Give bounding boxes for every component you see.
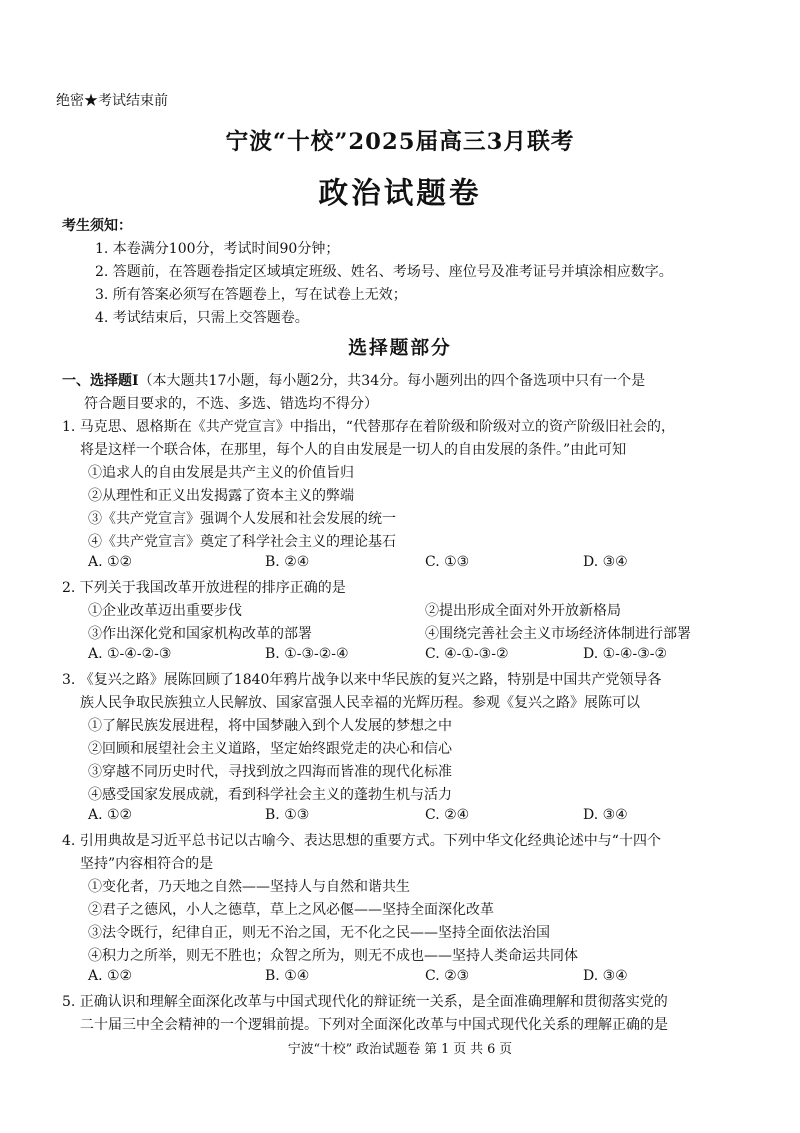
question-3-option-d: D. ③④ — [583, 807, 628, 823]
confidential-label: 绝密★考试结束前 — [56, 93, 168, 109]
exam-subtitle: 政治试题卷 — [318, 175, 482, 210]
question-1-statement: ①追求人的自由发展是共产主义的价值旨归 — [88, 465, 354, 481]
notice-item: 4. 考试结束后，只需上交答题卷。 — [95, 310, 309, 326]
question-2-statement: ②提出形成全面对外开放新格局 — [425, 603, 621, 619]
question-5-stem: 5. 正确认识和理解全面深化改革与中国式现代化的辩证统一关系，是全面准确理解和贯彻落实党的 — [62, 994, 668, 1010]
question-1-stem: 1. 马克思、恩格斯在《共产党宣言》中指出，“代替那存在着阶级和阶级对立的资产阶级旧社会的， — [62, 419, 675, 435]
question-1-statement: ③《共产党宣言》强调个人发展和社会发展的统一 — [88, 511, 396, 527]
question-1-option-c: C. ①③ — [425, 554, 470, 570]
question-3-statement: ④感受国家发展成就，看到科学社会主义的蓬勃生机与活力 — [88, 787, 452, 803]
question-1-option-a: A. ①② — [88, 554, 133, 570]
question-3-statement: ①了解民族发展进程，将中国梦融入到个人发展的梦想之中 — [88, 718, 452, 734]
question-4-stem-2: 坚持”内容相符合的是 — [80, 856, 214, 872]
question-1-option-b: B. ②④ — [265, 554, 310, 570]
question-4-stem: 4. 引用典故是习近平总书记以古喻今、表达思想的重要方式。下列中华文化经典论述中与“十四个 — [62, 833, 661, 849]
question-3-statement: ②回顾和展望社会主义道路，坚定始终跟党走的决心和信心 — [88, 741, 452, 757]
question-2-option-b: B. ①-③-②-④ — [265, 646, 349, 662]
question-1-stem-2: 将是这样一个联合体，在那里，每个人的自由发展是一切人的自由发展的条件。”由此可知 — [80, 442, 627, 458]
section-intro-text-2: 符合题目要求的，不选、多选、错选均不得分） — [84, 396, 378, 412]
question-4-statement: ④积力之所举，则无不胜也；众智之所为，则无不成也——坚持人类命运共同体 — [88, 948, 578, 964]
question-4-option-d: D. ③④ — [583, 968, 628, 984]
question-2-option-d: D. ①-④-③-② — [583, 646, 668, 662]
question-2-option-a: A. ①-④-②-③ — [88, 646, 172, 662]
section-intro-text: （本大题共17小题，每小题2分，共34分。每小题列出的四个备选项中只有一个是 — [138, 373, 646, 389]
notice-item: 3. 所有答案必须写在答题卷上，写在试卷上无效； — [95, 287, 407, 303]
question-3-statement: ③穿越不同历史时代，寻找到放之四海而皆准的现代化标准 — [88, 764, 452, 780]
question-2-option-c: C. ④-①-③-② — [425, 646, 509, 662]
notice-item: 1. 本卷满分100分，考试时间90分钟； — [95, 241, 340, 257]
question-4-option-a: A. ①② — [88, 968, 133, 984]
question-2-statement: ③作出深化党和国家机构改革的部署 — [88, 626, 312, 642]
question-1-statement: ④《共产党宣言》奠定了科学社会主义的理论基石 — [88, 534, 396, 550]
section-title: 选择题部分 — [348, 337, 452, 359]
notice-title: 考生须知： — [62, 218, 132, 234]
question-4-statement: ①变化者，乃天地之自然——坚持人与自然和谐共生 — [88, 879, 410, 895]
question-2-statement: ①企业改革迈出重要步伐 — [88, 603, 242, 619]
question-4-statement: ③法令既行，纪律自正，则无不治之国，无不化之民——坚持全面依法治国 — [88, 925, 550, 941]
notice-item: 2. 答题前，在答题卷指定区域填定班级、姓名、考场号、座位号及准考证号并填涂相应数字。 — [95, 264, 673, 280]
question-4-option-b: B. ①④ — [265, 968, 310, 984]
question-3-stem: 3. 《复兴之路》展陈回顾了1840年鸦片战争以来中华民族的复兴之路，特别是中国共产党领导各 — [62, 672, 662, 688]
question-5-stem-2: 二十届三中全会精神的一个逻辑前提。下列对全面深化改革与中国式现代化关系的理解正确的是 — [80, 1017, 668, 1033]
question-4-option-c: C. ②③ — [425, 968, 470, 984]
exam-title: 宁波“十校”2025届高三3月联考 — [225, 129, 575, 155]
question-3-option-b: B. ①③ — [265, 807, 310, 823]
section-intro — [62, 370, 645, 390]
section-intro-label: 一、选择题Ⅰ — [62, 373, 139, 389]
page-footer: 宁波“十校” 政治试题卷 第 1 页 共 6 页 — [287, 1042, 513, 1057]
question-3-option-a: A. ①② — [88, 807, 133, 823]
question-3-option-c: C. ②④ — [425, 807, 470, 823]
question-1-statement: ②从理性和正义出发揭露了资本主义的弊端 — [88, 488, 354, 504]
question-2-stem: 2. 下列关于我国改革开放进程的排序正确的是 — [62, 580, 346, 596]
question-1-option-d: D. ③④ — [583, 554, 628, 570]
question-4-statement: ②君子之德风，小人之德草，草上之风必偃——坚持全面深化改革 — [88, 902, 494, 918]
question-2-statement: ④围绕完善社会主义市场经济体制进行部署 — [425, 626, 691, 642]
question-3-stem-2: 族人民争取民族独立人民解放、国家富强人民幸福的光辉历程。参观《复兴之路》展陈可以 — [80, 695, 640, 711]
